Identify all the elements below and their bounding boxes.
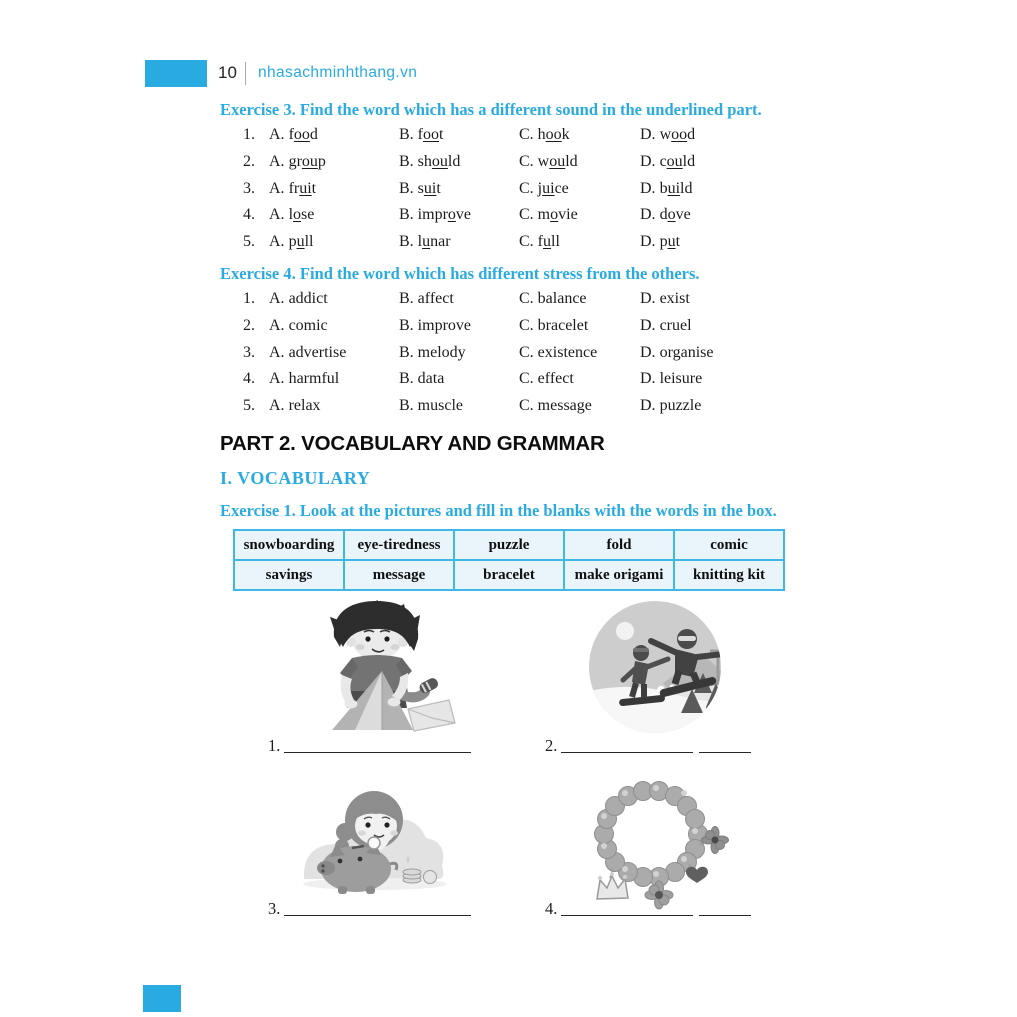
option-label: D. — [640, 206, 660, 224]
underlined-part: o — [293, 206, 302, 224]
option-label: C. — [519, 316, 538, 334]
answer-option — [519, 370, 640, 388]
underlined-part: oo — [423, 126, 439, 143]
answer-option — [399, 153, 519, 171]
underlined-part: ou — [549, 152, 566, 170]
underlined-part: ou — [301, 152, 318, 170]
option-label: B. — [399, 126, 418, 143]
underlined-part: oo — [671, 126, 688, 143]
underlined-part: ui — [542, 179, 555, 197]
option-label: D. — [640, 290, 660, 307]
origami-boy-illustration — [292, 597, 462, 732]
underlined-part: u — [422, 233, 431, 251]
origami-boy-picture — [292, 597, 462, 732]
underlined-part: ui — [299, 179, 312, 197]
option-word: group — [288, 152, 326, 170]
question-number: 2. — [243, 152, 255, 170]
exercise4-questions — [243, 290, 713, 424]
answer-option — [269, 233, 399, 251]
option-label: A. — [269, 179, 289, 197]
question-number: 3. — [243, 343, 255, 361]
option-label: A. — [269, 316, 289, 334]
answer-option — [399, 317, 519, 335]
blank-line — [561, 751, 693, 753]
option-word: relax — [288, 397, 321, 415]
option-label: D. — [640, 343, 660, 361]
underlined-part: oo — [545, 126, 562, 143]
blank-number: 4. — [545, 899, 558, 918]
answer-option — [399, 290, 519, 308]
option-word: effect — [537, 370, 574, 388]
word-box-word: savings — [234, 560, 344, 590]
option-word: puzzle — [659, 397, 702, 415]
option-label: D. — [640, 370, 660, 388]
publisher-website: nhasachminhthang.vn — [258, 64, 418, 81]
option-word: could — [659, 152, 696, 170]
exercise-row — [243, 397, 713, 424]
option-word: foot — [417, 126, 444, 143]
option-label: B. — [399, 206, 418, 224]
answer-option — [399, 344, 519, 362]
exercise-row — [243, 344, 713, 371]
option-word: fruit — [288, 179, 317, 197]
snowboarding-picture — [575, 597, 735, 737]
option-word: juice — [537, 179, 569, 197]
answer-option — [399, 206, 519, 224]
option-word: addict — [288, 290, 328, 307]
header-divider — [245, 62, 246, 85]
option-label: A. — [269, 152, 289, 170]
option-word: lunar — [417, 233, 451, 251]
page-number: 10 — [218, 63, 237, 82]
footer-accent-block — [143, 985, 181, 1012]
option-word: melody — [417, 343, 466, 361]
question-number: 2. — [243, 316, 255, 334]
option-label: A. — [269, 290, 289, 307]
option-label: D. — [640, 126, 660, 143]
word-box-word: knitting kit — [674, 560, 784, 590]
option-label: C. — [519, 206, 538, 224]
answer-option — [269, 180, 399, 198]
option-word: comic — [288, 316, 328, 334]
exercise1-title: Exercise 1. Look at the pictures and fill in the blanks with the words in the box. — [220, 501, 777, 520]
option-label: B. — [399, 316, 418, 334]
question-number: 1. — [243, 126, 255, 143]
answer-option — [640, 180, 692, 198]
underlined-part: ou — [666, 152, 683, 170]
answer-option — [519, 126, 640, 144]
option-label: B. — [399, 370, 418, 388]
word-box-word: snowboarding — [234, 530, 344, 560]
question-number: 4. — [243, 370, 255, 388]
option-word: full — [537, 233, 560, 251]
underlined-part: u — [667, 233, 676, 251]
answer-option — [519, 397, 640, 415]
answer-option — [519, 206, 640, 224]
option-label: D. — [640, 397, 660, 415]
option-label: C. — [519, 370, 538, 388]
answer-option — [519, 290, 640, 308]
answer-option — [519, 153, 640, 171]
answer-blank-2 — [545, 736, 751, 756]
option-word: message — [537, 397, 592, 415]
option-label: A. — [269, 370, 289, 388]
option-word: dove — [659, 206, 691, 224]
blank-number: 1. — [268, 736, 281, 755]
question-number: 5. — [243, 397, 255, 415]
answer-option — [640, 317, 692, 335]
answer-option — [640, 126, 695, 144]
underlined-part: oo — [293, 126, 310, 143]
option-label: A. — [269, 397, 289, 415]
option-label: D. — [640, 179, 660, 197]
answer-blank-1 — [268, 736, 471, 756]
bracelet-picture — [583, 775, 733, 910]
underlined-part: ou — [431, 152, 448, 170]
answer-blank-3 — [268, 899, 471, 919]
option-word: muscle — [417, 397, 463, 415]
option-word: improve — [417, 206, 471, 224]
answer-option — [399, 126, 519, 144]
option-word: cruel — [659, 316, 692, 334]
option-word: put — [659, 233, 681, 251]
piggy-bank-picture — [290, 780, 455, 900]
charm-bracelet-illustration — [583, 775, 733, 910]
blank-line — [699, 751, 751, 753]
answer-option — [519, 180, 640, 198]
underlined-part: ui — [423, 179, 437, 197]
part2-heading: PART 2. VOCABULARY AND GRAMMAR — [220, 432, 605, 455]
answer-option — [519, 317, 640, 335]
option-word: balance — [537, 290, 587, 307]
exercise-row — [243, 180, 695, 207]
option-word: existence — [537, 343, 598, 361]
word-box-word: eye-tiredness — [344, 530, 454, 560]
option-word: should — [417, 152, 461, 170]
answer-option — [519, 344, 640, 362]
option-label: C. — [519, 343, 538, 361]
option-word: exist — [659, 290, 690, 307]
question-number: 5. — [243, 233, 255, 251]
answer-option — [399, 370, 519, 388]
underlined-part: o — [550, 206, 559, 224]
option-word: leisure — [659, 370, 703, 388]
option-word: build — [659, 179, 693, 197]
word-box-word: fold — [564, 530, 674, 560]
answer-blank-4 — [545, 899, 751, 919]
option-word: food — [288, 126, 318, 143]
option-label: A. — [269, 126, 289, 143]
option-word: harmful — [288, 370, 340, 388]
question-number: 3. — [243, 179, 255, 197]
exercise-row — [243, 153, 695, 180]
underlined-part: u — [296, 233, 305, 251]
option-label: B. — [399, 179, 418, 197]
blank-line — [284, 914, 471, 916]
option-label: C. — [519, 290, 538, 307]
exercise-row — [243, 206, 695, 233]
option-label: C. — [519, 397, 538, 415]
piggy-bank-illustration — [290, 780, 455, 900]
exercise3-questions — [243, 126, 695, 260]
word-box-table — [233, 529, 785, 591]
vocabulary-heading: I. VOCABULARY — [220, 468, 371, 488]
option-label: A. — [269, 343, 289, 361]
answer-option — [640, 344, 713, 362]
option-word: hook — [537, 126, 570, 143]
exercise-row — [243, 290, 713, 317]
option-word: improve — [417, 316, 471, 334]
option-word: data — [417, 370, 445, 388]
blank-line — [699, 914, 751, 916]
blank-number: 3. — [268, 899, 281, 918]
question-number: 1. — [243, 290, 255, 307]
word-box-row — [234, 530, 784, 560]
blank-line — [561, 914, 693, 916]
option-label: D. — [640, 316, 660, 334]
option-word: bracelet — [537, 316, 589, 334]
answer-option — [640, 233, 680, 251]
option-word: movie — [537, 206, 578, 224]
word-box-word: bracelet — [454, 560, 564, 590]
answer-option — [269, 206, 399, 224]
exercise-row — [243, 317, 713, 344]
blank-line — [284, 751, 471, 753]
underlined-part: ui — [667, 179, 681, 197]
question-number: 4. — [243, 206, 255, 224]
answer-option — [399, 397, 519, 415]
answer-option — [640, 206, 691, 224]
blank-number: 2. — [545, 736, 558, 755]
option-word: affect — [417, 290, 454, 307]
option-label: B. — [399, 152, 418, 170]
answer-option — [269, 126, 399, 144]
exercise-row — [243, 126, 695, 153]
option-word: pull — [288, 233, 314, 251]
option-label: C. — [519, 233, 538, 251]
header-accent-block — [145, 60, 207, 87]
answer-option — [640, 153, 695, 171]
exercise-row — [243, 370, 713, 397]
exercise-row — [243, 233, 695, 260]
underlined-part: u — [543, 233, 551, 251]
option-label: C. — [519, 179, 538, 197]
answer-option — [269, 397, 399, 415]
option-label: D. — [640, 233, 660, 251]
answer-option — [640, 290, 690, 308]
option-label: B. — [399, 343, 418, 361]
word-box-word: make origami — [564, 560, 674, 590]
option-word: lose — [288, 206, 315, 224]
snowboarding-illustration — [575, 597, 735, 737]
answer-option — [269, 370, 399, 388]
answer-option — [519, 233, 640, 251]
option-label: B. — [399, 290, 418, 307]
option-word: would — [537, 152, 578, 170]
option-label: A. — [269, 233, 289, 251]
option-word: organise — [659, 343, 714, 361]
option-label: D. — [640, 152, 660, 170]
option-word: suit — [417, 179, 441, 197]
option-label: B. — [399, 233, 418, 251]
answer-option — [269, 290, 399, 308]
word-box-word: puzzle — [454, 530, 564, 560]
word-box-word: message — [344, 560, 454, 590]
option-word: wood — [659, 126, 696, 143]
option-label: A. — [269, 206, 289, 224]
option-word: advertise — [288, 343, 347, 361]
word-box-row — [234, 560, 784, 590]
option-label: C. — [519, 126, 538, 143]
answer-option — [269, 153, 399, 171]
word-box-word: comic — [674, 530, 784, 560]
answer-option — [399, 233, 519, 251]
exercise3-title: Exercise 3. Find the word which has a different sound in the underlined part. — [220, 100, 762, 119]
answer-option — [269, 317, 399, 335]
answer-option — [269, 344, 399, 362]
underlined-part: o — [667, 206, 676, 224]
option-label: C. — [519, 152, 538, 170]
underlined-part: o — [447, 206, 456, 224]
exercise4-title: Exercise 4. Find the word which has different stress from the others. — [220, 264, 700, 283]
answer-option — [640, 370, 702, 388]
answer-option — [640, 397, 701, 415]
answer-option — [399, 180, 519, 198]
option-label: B. — [399, 397, 418, 415]
